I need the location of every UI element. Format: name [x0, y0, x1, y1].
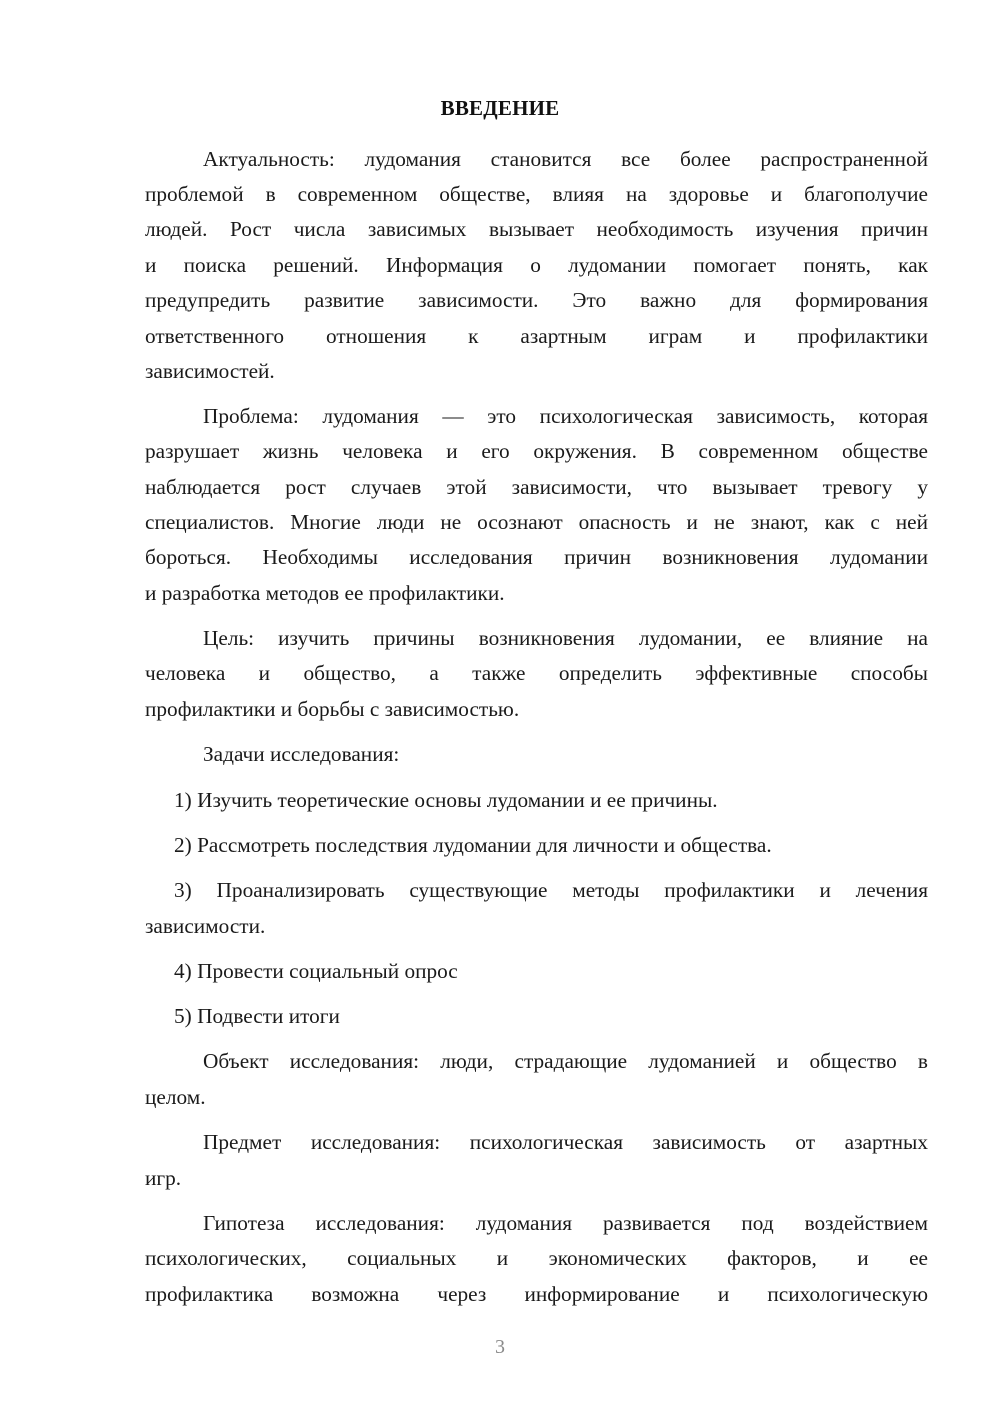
task-item: 2) Рассмотреть последствия лудомании для личности и общества.: [174, 833, 772, 857]
task-item-continued: зависимости.: [145, 914, 266, 938]
text-line: бороться. Необходимы исследования причин возникновения лудомании: [145, 545, 928, 569]
page-number: 3: [495, 1336, 505, 1358]
page-title: ВВЕДЕНИЕ: [440, 96, 560, 120]
text-line: ответственного отношения к азартным играм и профилактики: [145, 324, 928, 348]
text-line: наблюдается рост случаев этой зависимости, что вызывает тревогу у: [145, 475, 928, 499]
text-line: Предмет исследования: психологическая зависимость от азартных: [203, 1130, 928, 1154]
text-line: разрушает жизнь человека и его окружения. В современном обществе: [145, 439, 928, 463]
text-line: предупредить развитие зависимости. Это важно для формирования: [145, 288, 928, 312]
text-line: целом.: [145, 1085, 206, 1109]
text-line: Объект исследования: люди, страдающие лудоманией и общество в: [203, 1049, 928, 1073]
text-line: профилактики и борьбы с зависимостью.: [145, 697, 520, 721]
text-line: профилактика возможна через информирование и психологическую: [145, 1282, 928, 1306]
text-line: человека и общество, а также определить эффективные способы: [145, 661, 928, 685]
text-line: Цель: изучить причины возникновения лудомании, ее влияние на: [203, 626, 928, 650]
text-line: Гипотеза исследования: лудомания развивается под воздействием: [203, 1211, 928, 1235]
text-line: психологических, социальных и экономических факторов, и ее: [145, 1246, 928, 1270]
task-item: 1) Изучить теоретические основы лудомании и ее причины.: [174, 788, 718, 812]
task-item: 3) Проанализировать существующие методы профилактики и лечения: [174, 878, 928, 902]
text-line: специалистов. Многие люди не осознают опасность и не знают, как с ней: [145, 510, 928, 534]
tasks-heading: Задачи исследования:: [203, 742, 400, 766]
text-line: и разработка методов ее профилактики.: [145, 581, 505, 605]
text-line: проблемой в современном обществе, влияя на здоровье и благополучие: [145, 182, 928, 206]
text-line: Актуальность: лудомания становится все более распространенной: [203, 147, 928, 171]
text-line: игр.: [145, 1166, 182, 1190]
text-line: зависимостей.: [145, 359, 275, 383]
text-line: Проблема: лудомания — это психологическая зависимость, которая: [203, 404, 928, 428]
text-line: людей. Рост числа зависимых вызывает необходимость изучения причин: [145, 217, 928, 241]
text-line: и поиска решений. Информация о лудомании помогает понять, как: [145, 253, 928, 277]
task-item: 5) Подвести итоги: [174, 1004, 340, 1028]
task-item: 4) Провести социальный опрос: [174, 959, 458, 983]
